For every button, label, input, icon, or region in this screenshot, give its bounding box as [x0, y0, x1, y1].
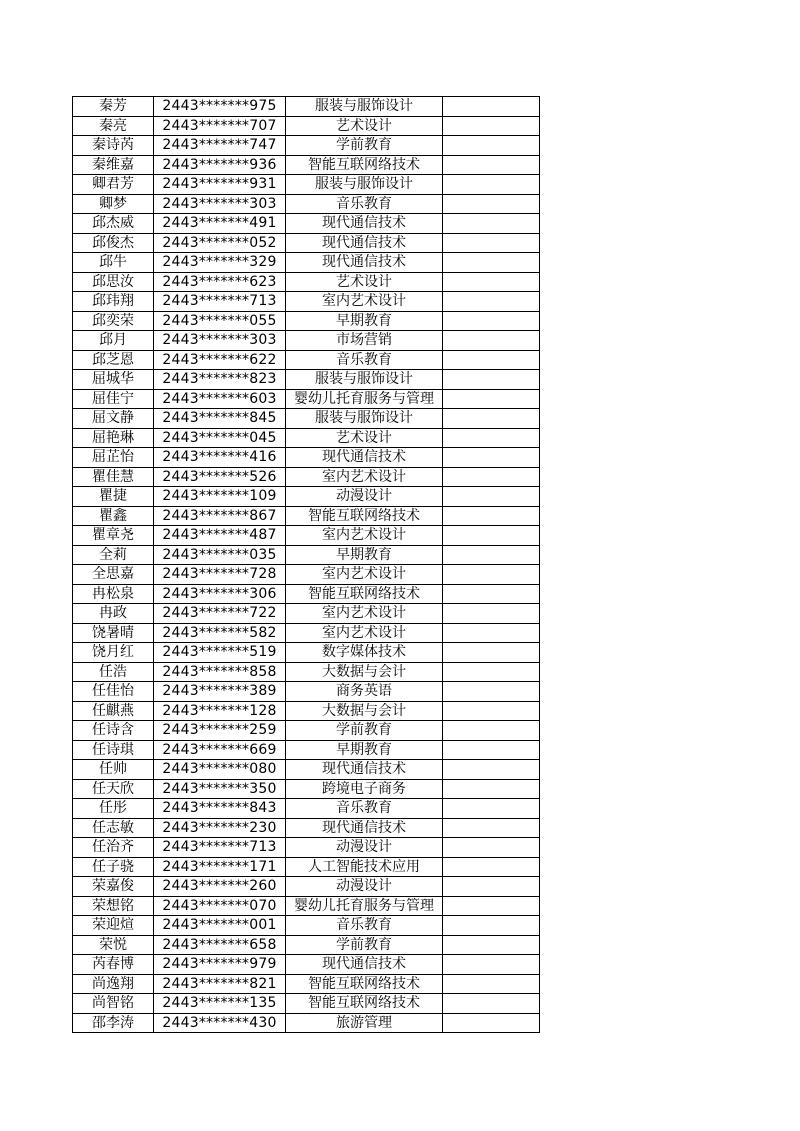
table-row	[73, 136, 540, 156]
table-row	[73, 935, 540, 955]
student-id-cell: 2443*******713	[154, 292, 286, 312]
student-name-cell: 任浩	[73, 662, 154, 682]
note-cell	[443, 643, 540, 663]
student-name-cell: 邱玮翔	[73, 292, 154, 312]
major-cell: 智能互联网络技术	[286, 155, 443, 175]
table-row	[73, 409, 540, 429]
major-cell: 现代通信技术	[286, 448, 443, 468]
student-id-cell: 2443*******722	[154, 604, 286, 624]
student-id-cell: 2443*******491	[154, 214, 286, 234]
roster-body	[73, 97, 540, 1033]
note-cell	[443, 799, 540, 819]
table-row	[73, 643, 540, 663]
student-id-cell: 2443*******416	[154, 448, 286, 468]
table-row	[73, 721, 540, 741]
table-row	[73, 779, 540, 799]
student-name-cell: 任治齐	[73, 838, 154, 858]
student-name-cell: 卿梦	[73, 194, 154, 214]
note-cell	[443, 253, 540, 273]
note-cell	[443, 974, 540, 994]
major-cell: 学前教育	[286, 935, 443, 955]
student-id-cell: 2443*******622	[154, 350, 286, 370]
student-name-cell: 饶月红	[73, 643, 154, 663]
note-cell	[443, 116, 540, 136]
student-id-cell: 2443*******303	[154, 331, 286, 351]
note-cell	[443, 155, 540, 175]
table-row	[73, 565, 540, 585]
table-row	[73, 97, 540, 117]
student-name-cell: 屈芷怡	[73, 448, 154, 468]
table-row	[73, 896, 540, 916]
major-cell: 婴幼儿托育服务与管理	[286, 896, 443, 916]
table-row	[73, 175, 540, 195]
student-id-cell: 2443*******070	[154, 896, 286, 916]
major-cell: 早期教育	[286, 311, 443, 331]
student-name-cell: 冉松泉	[73, 584, 154, 604]
major-cell: 服装与服饰设计	[286, 370, 443, 390]
student-name-cell: 邱月	[73, 331, 154, 351]
note-cell	[443, 428, 540, 448]
note-cell	[443, 448, 540, 468]
major-cell: 早期教育	[286, 545, 443, 565]
student-name-cell: 屈艳琳	[73, 428, 154, 448]
note-cell	[443, 916, 540, 936]
table-row	[73, 194, 540, 214]
major-cell: 动漫设计	[286, 487, 443, 507]
student-id-cell: 2443*******430	[154, 1013, 286, 1033]
student-name-cell: 卿君芳	[73, 175, 154, 195]
major-cell: 智能互联网络技术	[286, 584, 443, 604]
note-cell	[443, 233, 540, 253]
major-cell: 现代通信技术	[286, 818, 443, 838]
table-row	[73, 428, 540, 448]
note-cell	[443, 760, 540, 780]
note-cell	[443, 1013, 540, 1033]
student-id-cell: 2443*******975	[154, 97, 286, 117]
major-cell: 商务英语	[286, 682, 443, 702]
student-name-cell: 任诗含	[73, 721, 154, 741]
student-id-cell: 2443*******858	[154, 662, 286, 682]
student-name-cell: 全思嘉	[73, 565, 154, 585]
table-row	[73, 155, 540, 175]
table-row	[73, 1013, 540, 1033]
student-id-cell: 2443*******329	[154, 253, 286, 273]
table-row	[73, 506, 540, 526]
note-cell	[443, 740, 540, 760]
table-row	[73, 604, 540, 624]
table-row	[73, 857, 540, 877]
student-name-cell: 邱牛	[73, 253, 154, 273]
student-name-cell: 秦诗芮	[73, 136, 154, 156]
note-cell	[443, 311, 540, 331]
student-name-cell: 冉政	[73, 604, 154, 624]
student-id-cell: 2443*******603	[154, 389, 286, 409]
major-cell: 现代通信技术	[286, 955, 443, 975]
table-row	[73, 487, 540, 507]
table-row	[73, 838, 540, 858]
student-id-cell: 2443*******845	[154, 409, 286, 429]
table-row	[73, 818, 540, 838]
note-cell	[443, 272, 540, 292]
note-cell	[443, 838, 540, 858]
student-id-cell: 2443*******055	[154, 311, 286, 331]
note-cell	[443, 214, 540, 234]
student-name-cell: 邱芝恩	[73, 350, 154, 370]
student-name-cell: 荣嘉俊	[73, 877, 154, 897]
student-name-cell: 任子骁	[73, 857, 154, 877]
student-id-cell: 2443*******035	[154, 545, 286, 565]
student-id-cell: 2443*******487	[154, 526, 286, 546]
note-cell	[443, 896, 540, 916]
student-id-cell: 2443*******979	[154, 955, 286, 975]
note-cell	[443, 467, 540, 487]
table-row	[73, 214, 540, 234]
student-name-cell: 尚逸翔	[73, 974, 154, 994]
student-id-cell: 2443*******747	[154, 136, 286, 156]
student-id-cell: 2443*******135	[154, 994, 286, 1014]
table-row	[73, 662, 540, 682]
student-id-cell: 2443*******303	[154, 194, 286, 214]
major-cell: 动漫设计	[286, 877, 443, 897]
student-id-cell: 2443*******582	[154, 623, 286, 643]
student-name-cell: 任麒燕	[73, 701, 154, 721]
table-row	[73, 467, 540, 487]
note-cell	[443, 662, 540, 682]
student-name-cell: 屈城华	[73, 370, 154, 390]
major-cell: 艺术设计	[286, 272, 443, 292]
table-row	[73, 233, 540, 253]
student-roster-table	[72, 96, 540, 1033]
student-name-cell: 邱杰威	[73, 214, 154, 234]
table-row	[73, 253, 540, 273]
major-cell: 艺术设计	[286, 116, 443, 136]
table-row	[73, 623, 540, 643]
student-name-cell: 任帅	[73, 760, 154, 780]
student-name-cell: 任志敏	[73, 818, 154, 838]
student-id-cell: 2443*******080	[154, 760, 286, 780]
student-name-cell: 全莉	[73, 545, 154, 565]
note-cell	[443, 175, 540, 195]
table-row	[73, 350, 540, 370]
table-row	[73, 955, 540, 975]
student-id-cell: 2443*******658	[154, 935, 286, 955]
note-cell	[443, 565, 540, 585]
note-cell	[443, 779, 540, 799]
table-row	[73, 311, 540, 331]
student-id-cell: 2443*******821	[154, 974, 286, 994]
table-row	[73, 526, 540, 546]
major-cell: 动漫设计	[286, 838, 443, 858]
student-id-cell: 2443*******350	[154, 779, 286, 799]
major-cell: 跨境电子商务	[286, 779, 443, 799]
student-id-cell: 2443*******001	[154, 916, 286, 936]
major-cell: 现代通信技术	[286, 214, 443, 234]
student-name-cell: 芮春博	[73, 955, 154, 975]
note-cell	[443, 350, 540, 370]
table-row	[73, 584, 540, 604]
major-cell: 室内艺术设计	[286, 292, 443, 312]
note-cell	[443, 818, 540, 838]
major-cell: 现代通信技术	[286, 233, 443, 253]
note-cell	[443, 721, 540, 741]
student-id-cell: 2443*******045	[154, 428, 286, 448]
student-id-cell: 2443*******052	[154, 233, 286, 253]
major-cell: 旅游管理	[286, 1013, 443, 1033]
student-id-cell: 2443*******128	[154, 701, 286, 721]
student-name-cell: 尚智铭	[73, 994, 154, 1014]
student-id-cell: 2443*******623	[154, 272, 286, 292]
major-cell: 智能互联网络技术	[286, 994, 443, 1014]
major-cell: 大数据与会计	[286, 662, 443, 682]
note-cell	[443, 409, 540, 429]
major-cell: 服装与服饰设计	[286, 97, 443, 117]
student-name-cell: 秦芳	[73, 97, 154, 117]
student-name-cell: 瞿章尧	[73, 526, 154, 546]
student-name-cell: 秦维嘉	[73, 155, 154, 175]
major-cell: 音乐教育	[286, 194, 443, 214]
major-cell: 学前教育	[286, 721, 443, 741]
major-cell: 室内艺术设计	[286, 467, 443, 487]
note-cell	[443, 701, 540, 721]
major-cell: 服装与服饰设计	[286, 409, 443, 429]
table-row	[73, 292, 540, 312]
student-name-cell: 荣悦	[73, 935, 154, 955]
major-cell: 音乐教育	[286, 799, 443, 819]
note-cell	[443, 584, 540, 604]
major-cell: 学前教育	[286, 136, 443, 156]
student-id-cell: 2443*******936	[154, 155, 286, 175]
major-cell: 室内艺术设计	[286, 565, 443, 585]
note-cell	[443, 526, 540, 546]
note-cell	[443, 935, 540, 955]
table-row	[73, 916, 540, 936]
major-cell: 室内艺术设计	[286, 526, 443, 546]
student-id-cell: 2443*******260	[154, 877, 286, 897]
student-id-cell: 2443*******109	[154, 487, 286, 507]
note-cell	[443, 194, 540, 214]
major-cell: 大数据与会计	[286, 701, 443, 721]
student-name-cell: 屈佳宁	[73, 389, 154, 409]
note-cell	[443, 136, 540, 156]
table-row	[73, 994, 540, 1014]
major-cell: 人工智能技术应用	[286, 857, 443, 877]
student-name-cell: 瞿佳慧	[73, 467, 154, 487]
major-cell: 早期教育	[286, 740, 443, 760]
student-name-cell: 屈文静	[73, 409, 154, 429]
note-cell	[443, 623, 540, 643]
student-name-cell: 荣迎煊	[73, 916, 154, 936]
student-id-cell: 2443*******526	[154, 467, 286, 487]
table-row	[73, 877, 540, 897]
major-cell: 音乐教育	[286, 350, 443, 370]
note-cell	[443, 955, 540, 975]
table-row	[73, 389, 540, 409]
note-cell	[443, 877, 540, 897]
student-name-cell: 秦亮	[73, 116, 154, 136]
student-id-cell: 2443*******728	[154, 565, 286, 585]
major-cell: 室内艺术设计	[286, 604, 443, 624]
note-cell	[443, 487, 540, 507]
table-row	[73, 740, 540, 760]
student-name-cell: 任彤	[73, 799, 154, 819]
note-cell	[443, 292, 540, 312]
table-row	[73, 974, 540, 994]
note-cell	[443, 506, 540, 526]
student-name-cell: 饶暑晴	[73, 623, 154, 643]
major-cell: 艺术设计	[286, 428, 443, 448]
student-name-cell: 邱思汝	[73, 272, 154, 292]
major-cell: 数字媒体技术	[286, 643, 443, 663]
major-cell: 智能互联网络技术	[286, 974, 443, 994]
note-cell	[443, 97, 540, 117]
table-row	[73, 331, 540, 351]
note-cell	[443, 857, 540, 877]
note-cell	[443, 604, 540, 624]
table-row	[73, 701, 540, 721]
table-row	[73, 448, 540, 468]
note-cell	[443, 331, 540, 351]
student-name-cell: 邱奕荣	[73, 311, 154, 331]
student-name-cell: 任天欣	[73, 779, 154, 799]
table-row	[73, 545, 540, 565]
note-cell	[443, 994, 540, 1014]
student-name-cell: 任诗琪	[73, 740, 154, 760]
note-cell	[443, 682, 540, 702]
table-row	[73, 760, 540, 780]
note-cell	[443, 545, 540, 565]
major-cell: 服装与服饰设计	[286, 175, 443, 195]
student-id-cell: 2443*******669	[154, 740, 286, 760]
note-cell	[443, 370, 540, 390]
student-name-cell: 邱俊杰	[73, 233, 154, 253]
student-id-cell: 2443*******259	[154, 721, 286, 741]
student-name-cell: 邵李涛	[73, 1013, 154, 1033]
note-cell	[443, 389, 540, 409]
table-row	[73, 272, 540, 292]
student-id-cell: 2443*******171	[154, 857, 286, 877]
major-cell: 室内艺术设计	[286, 623, 443, 643]
table-row	[73, 370, 540, 390]
student-name-cell: 瞿鑫	[73, 506, 154, 526]
student-id-cell: 2443*******843	[154, 799, 286, 819]
student-id-cell: 2443*******306	[154, 584, 286, 604]
student-name-cell: 瞿捷	[73, 487, 154, 507]
major-cell: 婴幼儿托育服务与管理	[286, 389, 443, 409]
student-id-cell: 2443*******230	[154, 818, 286, 838]
student-id-cell: 2443*******519	[154, 643, 286, 663]
student-name-cell: 荣想铭	[73, 896, 154, 916]
student-id-cell: 2443*******713	[154, 838, 286, 858]
major-cell: 音乐教育	[286, 916, 443, 936]
table-row	[73, 682, 540, 702]
student-id-cell: 2443*******389	[154, 682, 286, 702]
table-row	[73, 116, 540, 136]
student-id-cell: 2443*******823	[154, 370, 286, 390]
major-cell: 智能互联网络技术	[286, 506, 443, 526]
major-cell: 现代通信技术	[286, 253, 443, 273]
student-name-cell: 任佳怡	[73, 682, 154, 702]
major-cell: 市场营销	[286, 331, 443, 351]
student-id-cell: 2443*******867	[154, 506, 286, 526]
student-id-cell: 2443*******707	[154, 116, 286, 136]
table-row	[73, 799, 540, 819]
major-cell: 现代通信技术	[286, 760, 443, 780]
student-id-cell: 2443*******931	[154, 175, 286, 195]
